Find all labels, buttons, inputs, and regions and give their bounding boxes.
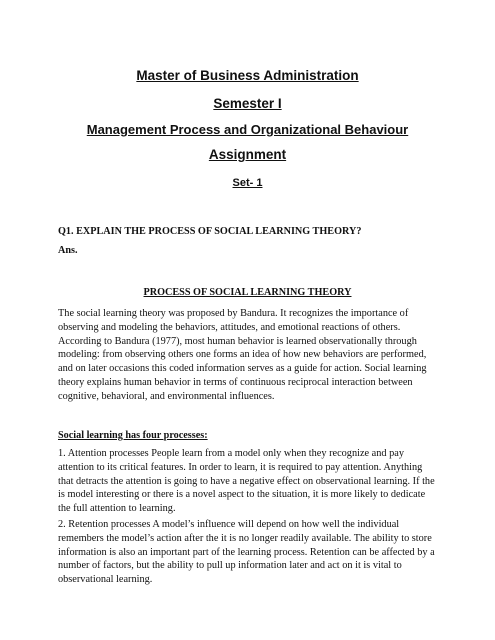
course-title: Management Process and Organizational Behaviour	[86, 122, 409, 137]
assignment-title: Assignment	[208, 147, 287, 162]
intro-paragraph: The social learning theory was proposed by Bandura. It recognizes the importance of observing and modeling the behaviors, attitudes, and emotional reactions of others. According to Bandura (1977), most human behavior is learned observationally through modeling: from observing others one forms an idea of how new behaviors are performed, and on later occasions this coded information serves as a guide for action. Social learning theory explains human behavior in terms of continuous reciprocal interaction between cognitive, behavioral, and environmental influences.	[58, 308, 427, 402]
section-title: PROCESS OF SOCIAL LEARNING THEORY	[143, 287, 352, 298]
attention-paragraph: 1. Attention processes People learn from a model only when they recognize and pay attention to its critical features. In order to learn, it is required to pay attention. Anything that detracts the attention is going to have a negative effect on observational learning. If the is model interesting or there is a novel aspect to the situation, it is more likely to dedicate the full attention to learning.	[58, 448, 435, 515]
question-heading: Q1. EXPLAIN THE PROCESS OF SOCIAL LEARNING THEORY?	[58, 226, 362, 237]
semester-title: Semester I	[213, 96, 282, 111]
set-label: Set- 1	[232, 177, 263, 189]
answer-label: Ans.	[58, 245, 78, 256]
retention-paragraph: 2. Retention processes A model’s influence will depend on how well the individual remembers the model’s action after the it is no longer readily available. The ability to store information is also an important part of the learning process. Retention can be affected by a number of factors, but the ability to pull up information later and act on it is vital to observational learning.	[58, 519, 435, 586]
processes-subheading: Social learning has four processes:	[58, 430, 208, 441]
degree-title: Master of Business Administration	[136, 68, 359, 83]
